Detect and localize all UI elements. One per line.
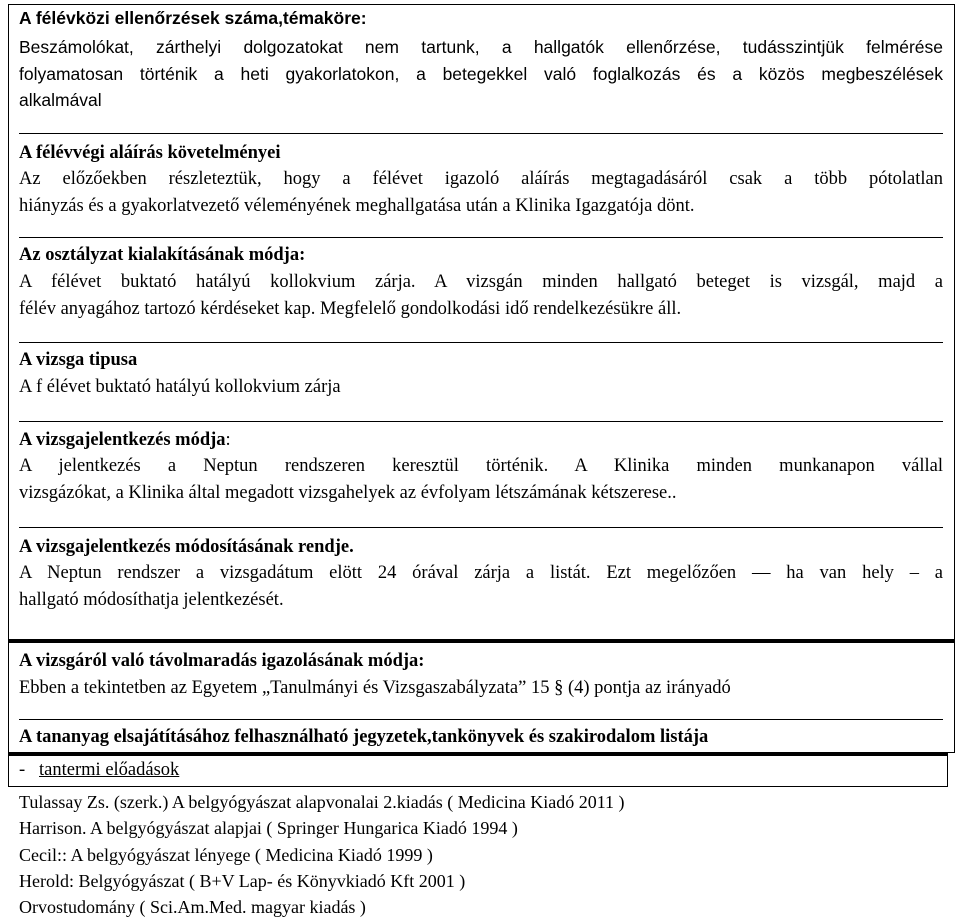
separator-line: [19, 421, 943, 422]
section-text-line: A jelentkezés a Neptun rendszeren keresztül történik. A Klinika minden munkanapon vállal: [19, 456, 943, 476]
separator-line: [19, 342, 943, 343]
separator-line: [19, 237, 943, 238]
book-item: Tulassay Zs. (szerk.) A belgyógyászat alapvonalai 2.kiadás ( Medicina Kiadó 2011 ): [19, 792, 625, 812]
book-item: Herold: Belgyógyászat ( B+V Lap- és Könyvkiadó Kft 2001 ): [19, 871, 466, 891]
section-heading-registration: A vizsgajelentkezés módja:: [19, 430, 231, 450]
section-text-line: Beszámolókat, zárthelyi dolgozatokat nem tartunk, a hallgatók ellenőrzése, tudásszintjük felmérése: [19, 37, 943, 57]
book-item: Orvostudomány ( Sci.Am.Med. magyar kiadás ): [19, 897, 366, 917]
section-text-line: A f élévet buktató hatályú kollokvium zárja: [19, 377, 341, 397]
section-heading-literature: A tananyag elsajátításához felhasználható jegyzetek,tankönyvek és szakirodalom listája: [19, 727, 709, 747]
section-heading-registration-change: A vizsgajelentkezés módosításának rendje.: [19, 537, 354, 557]
separator-line: [19, 719, 943, 720]
section-text-line: Az előzőekben részleteztük, hogy a félévet igazoló aláírás megtagadásáról csak a több pótolatlan: [19, 169, 943, 189]
section-text-line: félév anyagához tartozó kérdéseket kap. Megfelelő gondolkodási idő rendelkezésükre áll.: [19, 299, 682, 319]
section-heading-absence: A vizsgáról való távolmaradás igazolásának módja:: [19, 651, 425, 671]
list-dash: -: [19, 760, 26, 780]
section-text-line: Ebben a tekintetben az Egyetem „Tanulmányi és Vizsgaszabályzata” 15 § (4) pontja az irányadó: [19, 678, 731, 698]
lectures-item: [19, 760, 179, 781]
section-heading-exam-type: A vizsga tipusa: [19, 350, 138, 370]
section-text-line: A félévet buktató hatályú kollokvium zárja. A vizsgán minden hallgató beteget is vizsgál, majd a: [19, 272, 943, 292]
book-item: Harrison. A belgyógyászat alapjai ( Springer Hungarica Kiadó 1994 ): [19, 818, 518, 838]
book-item: Cecil:: A belgyógyászat lényege ( Medicina Kiadó 1999 ): [19, 845, 433, 865]
separator-line: [19, 527, 943, 528]
lectures-label: tantermi előadások: [39, 760, 180, 780]
section-heading-midterm: A félévközi ellenőrzések száma,témaköre:: [19, 8, 367, 28]
section-text-line: alkalmával: [19, 90, 102, 110]
section-text-line: A Neptun rendszer a vizsgadátum elött 24 órával zárja a listát. Ezt megelőzően — ha van hely – a: [19, 563, 943, 583]
section-text-line: hallgató módosíthatja jelentkezését.: [19, 590, 284, 610]
section-heading-grading: Az osztályzat kialakításának módja:: [19, 245, 306, 265]
separator-line: [19, 133, 943, 134]
section-text-line: hiányzás és a gyakorlatvezető véleményének meghallgatása után a Klinika Igazgatója dönt.: [19, 196, 695, 216]
section-heading-signature: A félévvégi aláírás követelményei: [19, 143, 281, 163]
section-text-line: vizsgázókat, a Klinika által megadott vizsgahelyek az évfolyam létszámának kétszerese..: [19, 483, 677, 503]
section-text-line: folyamatosan történik a heti gyakorlatokon, a betegekkel való foglalkozás és a közös megbeszélések: [19, 64, 943, 84]
